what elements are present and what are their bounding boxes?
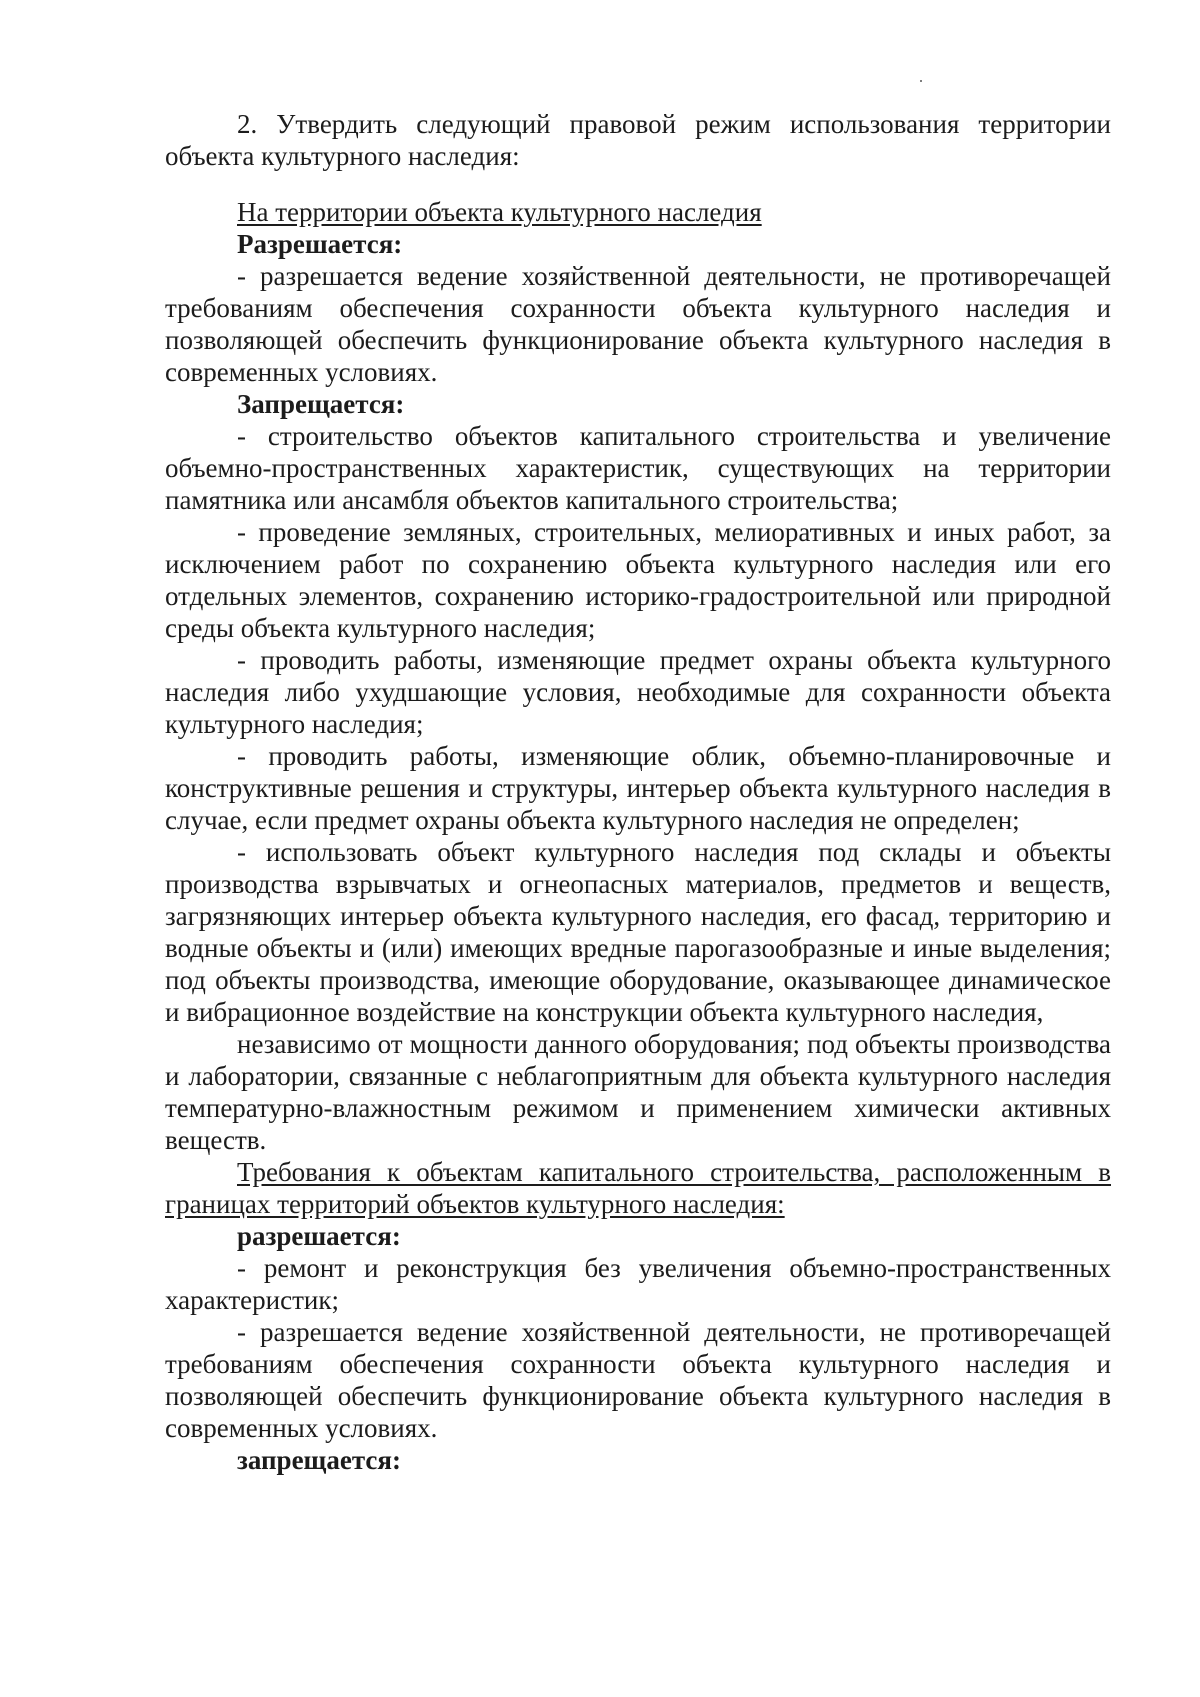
section-heading-capital-objects: Требования к объектам капитального строительства, расположенным в границах территорий объектов культурного наследия: [165, 1157, 1111, 1219]
allowed-item: - разрешается ведение хозяйственной деятельности, не противоречащей требованиям обеспечения сохранности объекта культурного наследия и позволяющей обеспечить функционирование объекта культурного наследия в современных условиях. [165, 261, 1111, 387]
document-body [165, 108, 1111, 1476]
scan-speck [920, 80, 922, 82]
forbidden-label: Запрещается: [237, 389, 405, 419]
allowed-label: разрешается: [237, 1221, 401, 1251]
allowed-item: - ремонт и реконструкция без увеличения объемно-пространственных характеристик; [165, 1253, 1111, 1315]
forbidden-item: - проводить работы, изменяющие предмет охраны объекта культурного наследия либо ухудшающие условия, необходимые для сохранности объекта культурного наследия; [165, 645, 1111, 739]
forbidden-item: - проведение земляных, строительных, мелиоративных и иных работ, за исключением работ по сохранению объекта культурного наследия или его отдельных элементов, сохранению историко-градостроительной или природной среды объекта культурного наследия; [165, 517, 1111, 643]
allowed-label: Разрешается: [237, 229, 403, 259]
intro-paragraph: 2. Утвердить следующий правовой режим использования территории объекта культурного наследия: [165, 109, 1111, 171]
forbidden-label: запрещается: [237, 1445, 402, 1475]
section-heading-territory: На территории объекта культурного наследия [237, 197, 762, 227]
allowed-item: - разрешается ведение хозяйственной деятельности, не противоречащей требованиям обеспечения сохранности объекта культурного наследия и позволяющей обеспечить функционирование объекта культурного наследия в современных условиях. [165, 1317, 1111, 1443]
forbidden-item: - строительство объектов капитального строительства и увеличение объемно-пространственных характеристик, существующих на территории памятника или ансамбля объектов капитального строительства; [165, 421, 1111, 515]
forbidden-item-continuation: независимо от мощности данного оборудования; под объекты производства и лаборатории, связанные с неблагоприятным для объекта культурного наследия температурно-влажностным режимом и применением химически активных веществ. [165, 1029, 1111, 1155]
forbidden-item: - использовать объект культурного наследия под склады и объекты производства взрывчатых и огнеопасных материалов, предметов и веществ, загрязняющих интерьер объекта культурного наследия, его фасад, территорию и водные объекты и (или) имеющих вредные парогазообразные и иные выделения; под объекты производства, имеющие оборудование, оказывающее динамическое и вибрационное воздействие на конструкции объекта культурного наследия, [165, 837, 1111, 1027]
forbidden-item: - проводить работы, изменяющие облик, объемно-планировочные и конструктивные решения и структуры, интерьер объекта культурного наследия в случае, если предмет охраны объекта культурного наследия не определен; [165, 741, 1111, 835]
